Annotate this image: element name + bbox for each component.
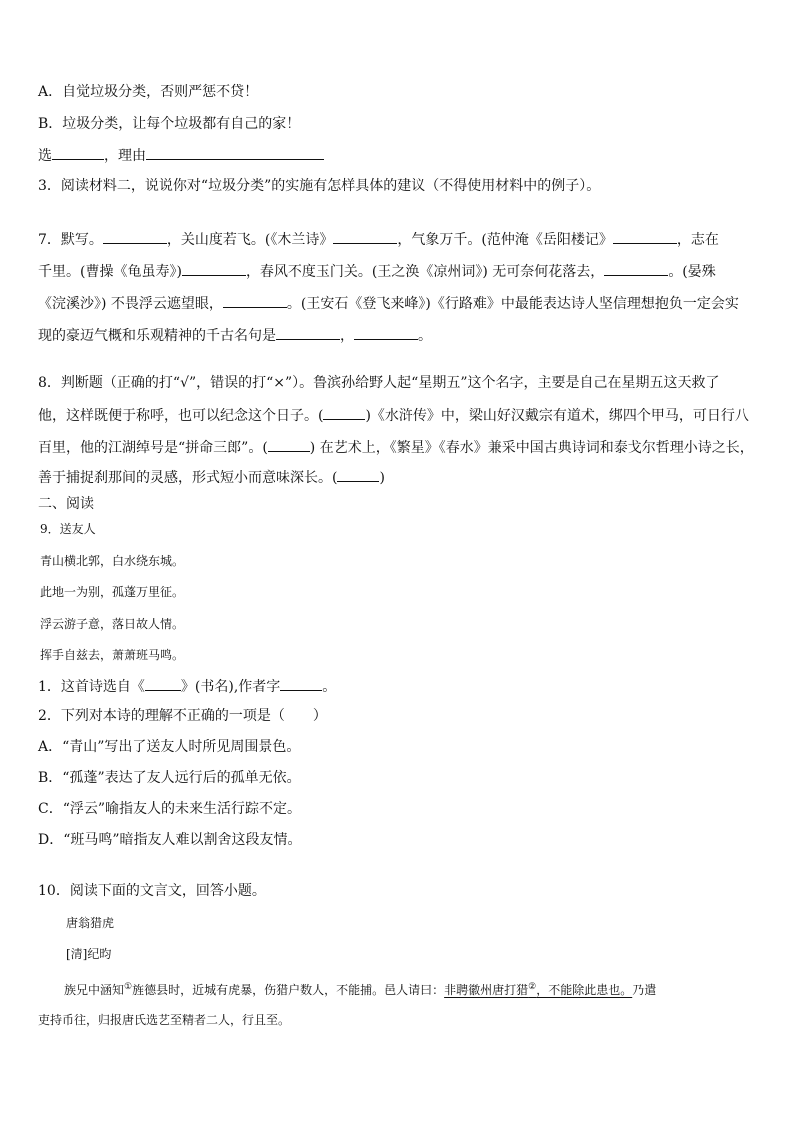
para-text: 族兄中涵知 (64, 983, 125, 997)
q7-blank (223, 293, 287, 308)
poem-line: 青山横北郭，白水绕东城。 (40, 554, 185, 568)
q9-text: 》(书名),作者字 (180, 679, 281, 695)
q7-blank (354, 325, 418, 340)
choice-blank (52, 145, 104, 160)
text-title: 唐翁猎虎 (66, 916, 115, 930)
q8-text: 善于捕捉刹那间的灵感，形式短小而意味深长。( (38, 470, 338, 486)
q8-line-3 (38, 437, 754, 458)
q7-text: 千里。(曹操《龟虽寿》) (38, 264, 182, 280)
q9-blank (145, 676, 181, 691)
q8-text: ) (379, 470, 385, 486)
q7-text: ， (340, 328, 354, 344)
reason-blank (146, 145, 324, 160)
q7-line-2 (38, 261, 716, 282)
q7-text: ，关山度若飞。(《木兰诗》 (166, 232, 334, 248)
q7-blank (613, 229, 677, 244)
q9-option: B．“孤蓬”表达了友人远行后的孤单无依。 (38, 770, 301, 786)
q8-line-1: 8．判断题（正确的打“√”，错误的打“×”）。鲁滨孙给野人起“星期五”这个名字，主要是自己在星期五这天救了 (38, 375, 720, 391)
q9-sub-2: 2．下列对本诗的理解不正确的一项是（ ） (38, 708, 327, 724)
q9-option: D．“班马鸣”暗指友人难以割舍这段友情。 (38, 832, 302, 848)
q7-text: ，气象万千。(范仲淹《岳阳楼记》 (397, 232, 613, 248)
q7-line-3 (38, 293, 739, 314)
q7-text: ，志在 (676, 232, 719, 248)
q9-sub-1 (38, 676, 336, 697)
q8-text: ) 在艺术上，《繁星》《春水》兼采中国古典诗词和泰戈尔哲理小诗之长， (309, 440, 754, 456)
q7-line-1 (38, 229, 719, 250)
choice-line (38, 145, 324, 166)
q9-text: 1．这首诗选自《 (38, 679, 145, 695)
reason-label: ，理由 (104, 148, 146, 164)
footnote-marker: ② (528, 982, 537, 992)
q8-blank (323, 405, 365, 420)
para-text: 旌德县时，近城有虎暴，伤猎户数人，不能捕。邑人请曰： (132, 983, 445, 997)
q9-blank (280, 676, 322, 691)
option-a: A．自觉垃圾分类，否则严惩不贷！ (38, 84, 259, 100)
q7-blank (333, 229, 397, 244)
q7-text: 7．默写。 (38, 232, 103, 248)
q7-blank (604, 261, 668, 276)
q8-blank (337, 467, 379, 482)
q9-option: C．“浮云”喻指友人的未来生活行踪不定。 (38, 801, 302, 817)
q10-intro: 10．阅读下面的文言文，回答小题。 (38, 883, 266, 899)
para-text: 乃遣 (632, 983, 657, 997)
footnote-marker: ① (124, 982, 133, 992)
option-b: B．垃圾分类，让每个垃圾都有自己的家！ (38, 116, 301, 132)
q8-line-4 (38, 467, 385, 488)
question-3: 3．阅读材料二，说说你对“垃圾分类”的实施有怎样具体的建议（不得使用材料中的例子）。 (38, 178, 601, 194)
q8-blank (268, 437, 310, 452)
text-paragraph-line-2: 吏持币往，归报唐氏选艺至精者二人，行且至。 (38, 1013, 291, 1027)
q7-text: ，春风不度玉门关。(王之涣《凉州词》) 无可奈何花落去， (245, 264, 605, 280)
q7-text: 。 (418, 328, 432, 344)
poem-title: 9．送友人 (40, 522, 96, 536)
q7-line-4 (38, 325, 432, 346)
q9-text: 。 (322, 679, 337, 695)
q8-text: )《水浒传》中，梁山好汉戴宗有道术，绑四个甲马，可日行八 (365, 408, 749, 424)
q9-option: A．“青山”写出了送友人时所见周围景色。 (38, 739, 301, 755)
q7-text: 。(晏殊 (668, 264, 716, 280)
q7-blank (182, 261, 246, 276)
underlined-sentence: 非聘徽州唐打猎②，不能除此患也。 (444, 982, 633, 997)
q7-text: 《浣溪沙》) 不畏浮云遮望眼， (38, 296, 223, 312)
text-paragraph-line-1 (64, 977, 656, 1000)
q7-blank (103, 229, 167, 244)
q8-text: 百里，他的江湖绰号是“拼命三郎”。( (38, 440, 268, 456)
choose-label: 选 (38, 148, 52, 164)
q8-line-2 (38, 405, 749, 426)
poem-line: 此地一为别，孤蓬万里征。 (40, 585, 185, 599)
text-author: [清]纪昀 (66, 947, 112, 961)
q8-text: 他，这样既便于称呼，也可以纪念这个日子。( (38, 408, 324, 424)
q7-blank (276, 325, 340, 340)
poem-line: 浮云游子意，落日故人情。 (40, 617, 185, 631)
section-heading: 二、阅读 (38, 496, 94, 512)
poem-line: 挥手自兹去，萧萧班马鸣。 (40, 648, 185, 662)
q7-text: 现的豪迈气概和乐观精神的千古名句是 (38, 328, 276, 344)
q7-text: 。(王安石《登飞来峰》)《行路难》中最能表达诗人坚信理想抱负一定会实 (286, 296, 739, 312)
